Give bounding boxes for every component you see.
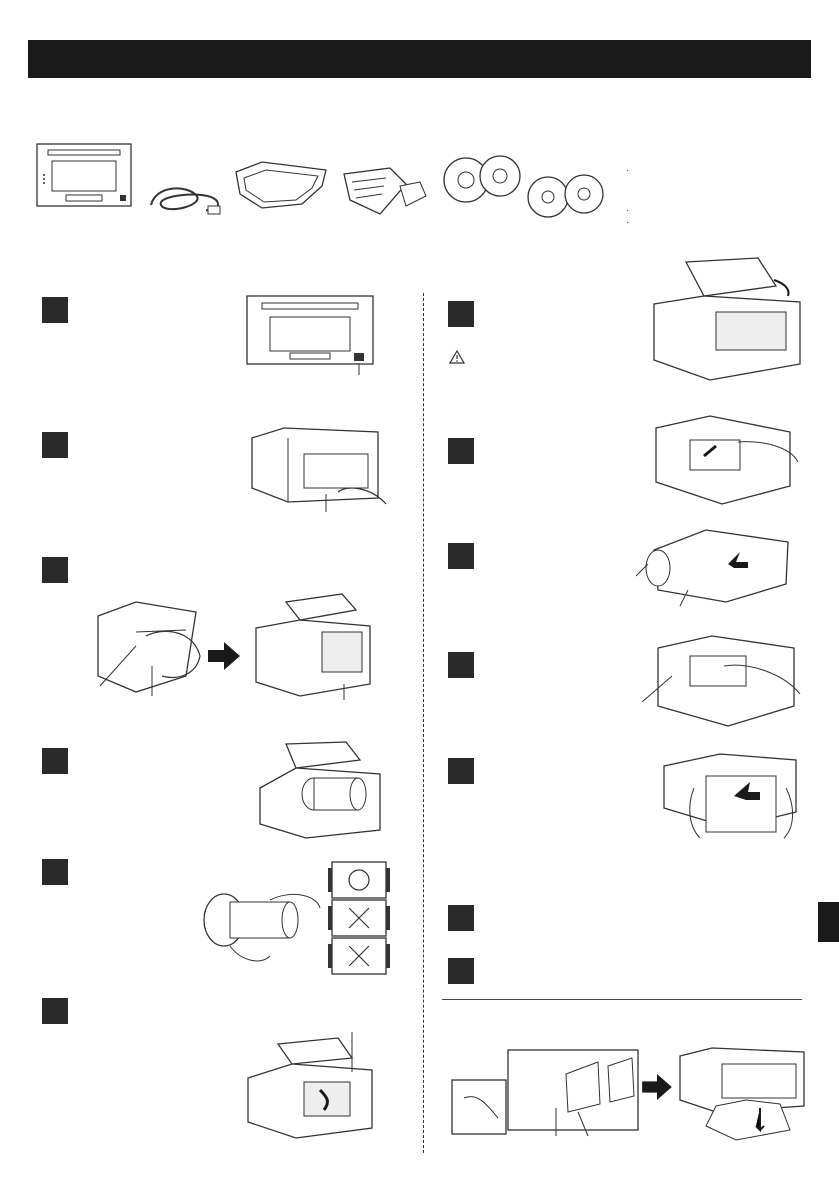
step-marker [448,758,474,784]
step-marker [448,652,474,678]
power-cord-illustration [146,180,226,218]
paper-holder-open-illustration [650,412,800,508]
printer-power-switch-illustration [246,295,374,377]
step-number: 3 [51,562,59,577]
paper-holder-close-illustration [638,630,802,730]
step-marker [448,543,474,569]
step-marker [448,301,474,327]
orientation-ng-panel [328,898,390,938]
arrow-right-icon [642,1074,672,1100]
scrap-box-illustration [340,160,430,218]
step-marker [42,748,68,774]
step-marker [42,297,68,323]
step-number: 10 [453,657,469,672]
paper-roll-insert-illustration [636,520,800,610]
paper-tray-illustration [232,158,330,210]
step-number: 2 [51,437,59,452]
spindle-set-a-illustration [442,152,524,208]
step-marker [42,557,68,583]
step-number: 5 [51,864,59,879]
step-marker [448,958,474,984]
step-number: 12 [453,910,469,925]
step-number: 6 [51,1003,59,1018]
warning-triangle-icon [449,350,465,364]
arrow-right-icon [208,642,240,670]
accessory-bullet: · [626,217,630,228]
column-divider [423,293,424,1153]
section-divider [442,999,802,1000]
step-number: 8 [457,443,465,458]
accessory-bullet: · [626,165,630,176]
ribbon-roll-with-spindle-illustration [200,880,322,972]
step-marker [448,905,474,931]
step-number: 9 [457,548,465,563]
step-marker [42,859,68,885]
step-number: 13 [453,963,469,978]
step-number: 1 [51,302,59,317]
load-ribbon-into-printer-illustration [244,1032,392,1144]
orientation-ng-panel [328,936,390,976]
step-number: 11 [454,763,468,778]
printer-open-top-illustration [650,256,810,386]
printer-with-tray-illustration [676,1046,808,1142]
printer-open-with-ribbon-illustration [252,592,382,702]
step-number: 4 [51,753,59,768]
chapter-tab [818,902,839,942]
open-door-hand-illustration [76,596,206,700]
step-marker [448,438,474,464]
printer-button-press-illustration [248,424,390,514]
printer-front-illustration [36,143,132,207]
remove-ribbon-roll-illustration [256,738,390,842]
section-header-bar [28,40,811,78]
step-marker [42,998,68,1024]
accessory-bullet: · [626,205,630,216]
orientation-ok-panel [328,860,390,900]
step-number: 7 [457,306,465,321]
close-front-panel-illustration [660,748,808,840]
spindle-set-b-illustration [526,170,606,220]
step-marker [42,432,68,458]
tray-attach-detail-illustration [448,1048,640,1138]
